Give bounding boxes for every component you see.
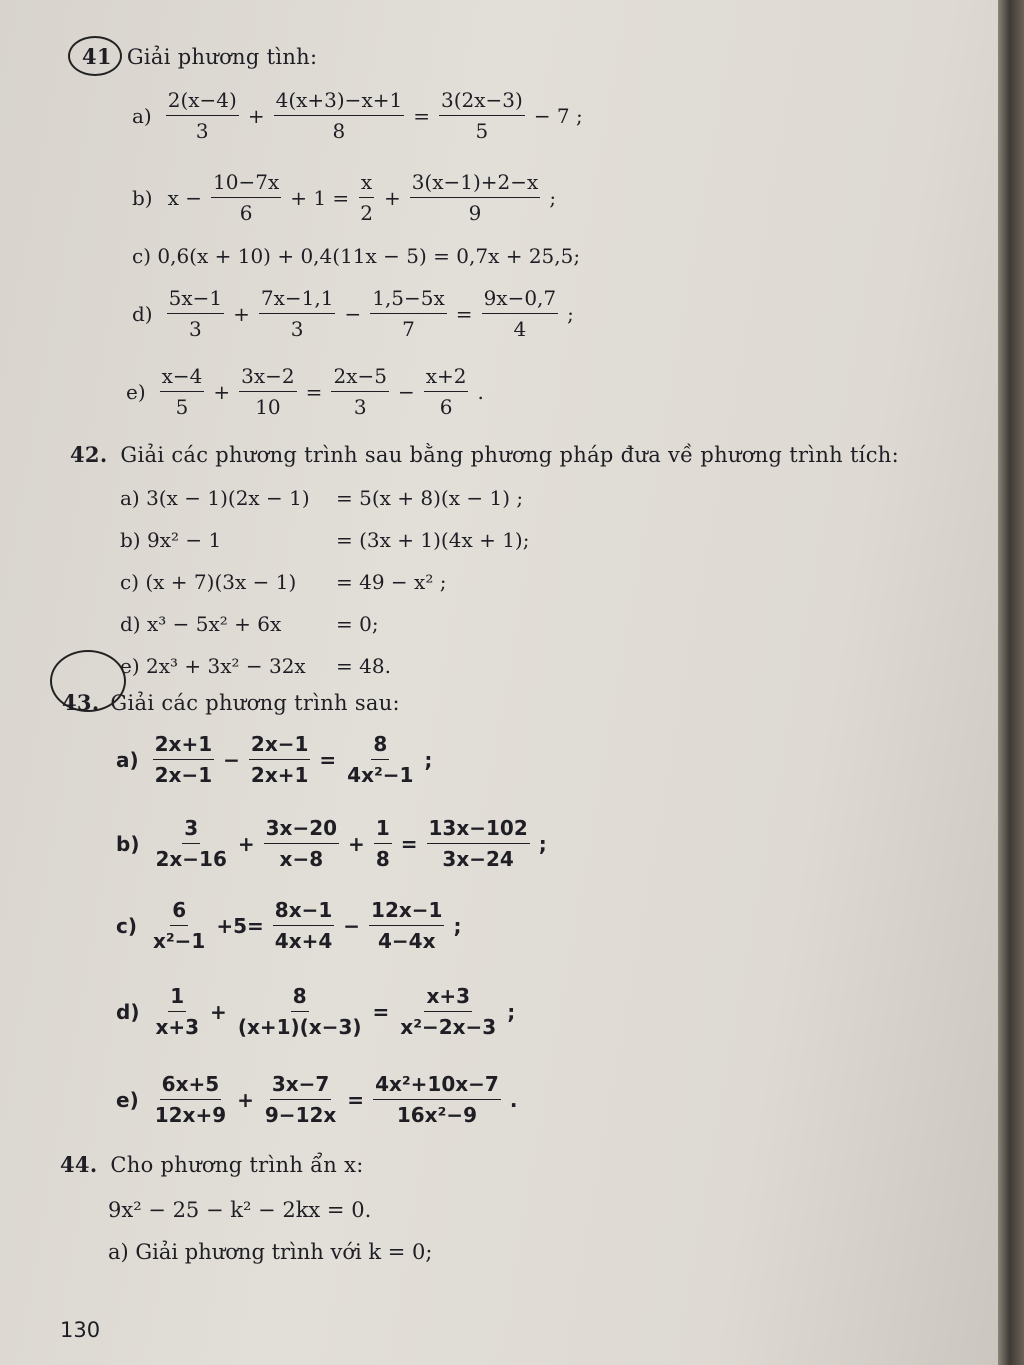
operator: =	[400, 831, 418, 856]
denominator: x²−1	[153, 929, 206, 953]
exercise-44a: a) Giải phương trình với k = 0;	[108, 1240, 433, 1264]
fraction	[358, 170, 375, 225]
operator: ;	[567, 301, 574, 326]
numerator: 4x²+10x−7	[373, 1072, 501, 1100]
item-label: e)	[116, 1087, 139, 1112]
fraction	[345, 732, 415, 787]
numerator: 2x−5	[331, 364, 389, 392]
operator: +	[383, 185, 401, 210]
operator: .	[477, 379, 484, 404]
item-label: a)	[132, 103, 152, 128]
fraction	[153, 732, 215, 787]
operator: − 7 ;	[533, 103, 583, 128]
exercise-42-item-lhs: b) 9x² − 1	[120, 528, 222, 552]
exercise-41e	[126, 364, 489, 419]
fraction	[410, 170, 541, 225]
operator: +	[247, 103, 265, 128]
denominator: 9−12x	[264, 1103, 337, 1127]
denominator: 2	[360, 201, 373, 225]
exercise-44-title: Cho phương trình ẩn x:	[110, 1153, 364, 1177]
operator: −	[343, 913, 361, 938]
exercise-43-heading	[62, 690, 400, 715]
fraction	[211, 170, 281, 225]
numerator: 3(x−1)+2−x	[410, 170, 541, 198]
operator: −	[344, 301, 362, 326]
fraction	[263, 1072, 338, 1127]
fraction	[373, 1072, 501, 1127]
operator: ;	[424, 747, 433, 772]
numerator: x+3	[424, 984, 472, 1012]
denominator: x²−2x−3	[400, 1015, 497, 1039]
exercise-42-heading	[70, 442, 899, 467]
exercise-42-item-lhs: e) 2x³ + 3x² − 32x	[120, 654, 306, 678]
page-number: 130	[60, 1318, 101, 1342]
item-label: b)	[116, 831, 140, 856]
denominator: 2x+1	[250, 763, 309, 787]
numerator: 8	[371, 732, 389, 760]
numerator: 10−7x	[211, 170, 281, 198]
denominator: 3	[290, 317, 304, 341]
operator: −	[223, 747, 240, 772]
exercise-42-item-lhs: c) (x + 7)(3x − 1)	[120, 570, 297, 594]
fraction	[273, 898, 335, 953]
exercise-44-number: 44.	[60, 1152, 98, 1177]
exercise-41c: c) 0,6(x + 10) + 0,4(11x − 5) = 0,7x + 25,5;	[132, 244, 581, 268]
exercise-42-item-rhs: = (3x + 1)(4x + 1);	[336, 528, 530, 552]
denominator: 4	[513, 317, 527, 341]
exercise-41a	[132, 88, 588, 143]
operator: =	[347, 1087, 365, 1112]
fraction	[439, 88, 525, 143]
fraction	[427, 816, 530, 871]
denominator: 3	[195, 119, 209, 143]
exercise-44-heading	[60, 1152, 364, 1177]
fraction	[236, 984, 364, 1039]
operator: =	[319, 747, 337, 772]
book-spine-shadow	[998, 0, 1024, 1365]
fraction	[166, 88, 239, 143]
operator: + 1 =	[290, 185, 350, 210]
numerator: 9x−0,7	[482, 286, 559, 314]
numerator: 6x+5	[160, 1072, 222, 1100]
denominator: 5	[175, 395, 189, 419]
operator: ;	[453, 913, 462, 938]
item-label: b)	[132, 185, 153, 210]
fraction	[167, 286, 225, 341]
exercise-43d	[116, 984, 520, 1039]
denominator: 9	[468, 201, 482, 225]
fraction	[153, 816, 228, 871]
operator: +	[237, 831, 255, 856]
fraction	[482, 286, 559, 341]
numerator: 3x−7	[270, 1072, 332, 1100]
denominator: 5	[475, 119, 489, 143]
fraction	[274, 88, 405, 143]
item-label: c)	[116, 913, 137, 938]
numerator: x+2	[424, 364, 469, 392]
denominator: 3x−24	[442, 847, 514, 871]
numerator: 3x−20	[264, 816, 339, 844]
numerator: x−4	[160, 364, 205, 392]
exercise-41-number: 41	[82, 44, 112, 69]
exercise-42-item-rhs: = 5(x + 8)(x − 1) ;	[336, 486, 524, 510]
denominator: 7	[402, 317, 415, 341]
operator: =	[413, 103, 430, 128]
fraction	[160, 364, 205, 419]
exercise-42-item-lhs: d) x³ − 5x² + 6x	[120, 612, 282, 636]
denominator: 6	[439, 395, 453, 419]
exercise-41b	[132, 170, 561, 225]
numerator: 3(2x−3)	[439, 88, 525, 116]
item-label: e)	[126, 379, 146, 404]
fraction	[151, 898, 207, 953]
denominator: 12x+9	[154, 1103, 227, 1127]
denominator: x+3	[155, 1015, 200, 1039]
numerator: 3	[182, 816, 200, 844]
operator: =	[372, 999, 390, 1024]
operator: +	[348, 831, 365, 856]
term-text: x −	[167, 185, 203, 210]
operator: −	[397, 379, 415, 404]
exercise-42-number: 42.	[70, 442, 108, 467]
operator: +5=	[216, 913, 264, 938]
numerator: 1,5−5x	[370, 286, 447, 314]
numerator: 1	[168, 984, 186, 1012]
fraction	[259, 286, 336, 341]
numerator: 4(x+3)−x+1	[274, 88, 405, 116]
item-label: d)	[132, 301, 153, 326]
exercise-42-item-rhs: = 0;	[336, 612, 379, 636]
operator: =	[455, 301, 473, 326]
denominator: 8	[375, 847, 390, 871]
exercise-43c	[116, 898, 466, 953]
operator: .	[509, 1087, 518, 1112]
numerator: 7x−1,1	[259, 286, 336, 314]
denominator: 2x−1	[154, 763, 213, 787]
denominator: (x+1)(x−3)	[237, 1015, 362, 1039]
exercise-43e	[116, 1072, 522, 1127]
operator: +	[210, 999, 227, 1024]
denominator: x−8	[279, 847, 324, 871]
fraction	[369, 898, 444, 953]
denominator: 4−4x	[378, 929, 436, 953]
fraction	[424, 364, 469, 419]
exercise-42-item-lhs: a) 3(x − 1)(2x − 1)	[120, 486, 310, 510]
denominator: 4x+4	[274, 929, 333, 953]
numerator: 1	[374, 816, 392, 844]
operator: ;	[549, 185, 557, 210]
fraction	[153, 984, 201, 1039]
operator: +	[233, 301, 250, 326]
exercise-43b	[116, 816, 552, 871]
numerator: 5x−1	[167, 286, 225, 314]
fraction	[264, 816, 339, 871]
numerator: 8x−1	[273, 898, 335, 926]
numerator: x	[359, 170, 374, 198]
numerator: 12x−1	[369, 898, 444, 926]
operator: +	[213, 379, 231, 404]
denominator: 8	[332, 119, 346, 143]
denominator: 10	[255, 395, 281, 419]
operator: +	[237, 1087, 254, 1112]
exercise-41-title: Giải phương tình:	[126, 45, 318, 69]
item-label: d)	[116, 999, 140, 1024]
item-label: a)	[116, 747, 139, 772]
numerator: 2x+1	[153, 732, 215, 760]
exercise-43-title: Giải các phương trình sau:	[110, 691, 400, 715]
exercise-42-item-rhs: = 49 − x² ;	[336, 570, 447, 594]
fraction	[153, 1072, 228, 1127]
exercise-44-equation: 9x² − 25 − k² − 2kx = 0.	[108, 1198, 372, 1222]
denominator: 16x²−9	[396, 1103, 478, 1127]
exercise-43a	[116, 732, 437, 787]
denominator: 6	[239, 201, 253, 225]
numerator: 2x−1	[249, 732, 311, 760]
fraction	[398, 984, 498, 1039]
exercise-41-heading	[82, 44, 317, 69]
fraction	[249, 732, 311, 787]
numerator: 6	[170, 898, 188, 926]
fraction	[374, 816, 392, 871]
exercise-42-item-rhs: = 48.	[336, 654, 391, 678]
fraction	[331, 364, 389, 419]
fraction	[370, 286, 447, 341]
numerator: 8	[291, 984, 309, 1012]
denominator: 3	[353, 395, 367, 419]
exercise-43-number: 43.	[62, 690, 100, 715]
denominator: 3	[188, 317, 202, 341]
numerator: 3x−2	[239, 364, 297, 392]
denominator: 2x−16	[155, 847, 227, 871]
numerator: 13x−102	[427, 816, 530, 844]
operator: =	[305, 379, 323, 404]
fraction	[239, 364, 297, 419]
operator: ;	[507, 999, 516, 1024]
exercise-41d	[132, 286, 579, 341]
numerator: 2(x−4)	[166, 88, 239, 116]
denominator: 4x²−1	[347, 763, 414, 787]
operator: ;	[538, 831, 547, 856]
exercise-42-title: Giải các phương trình sau bằng phương pháp đưa về phương trình tích:	[120, 443, 899, 467]
